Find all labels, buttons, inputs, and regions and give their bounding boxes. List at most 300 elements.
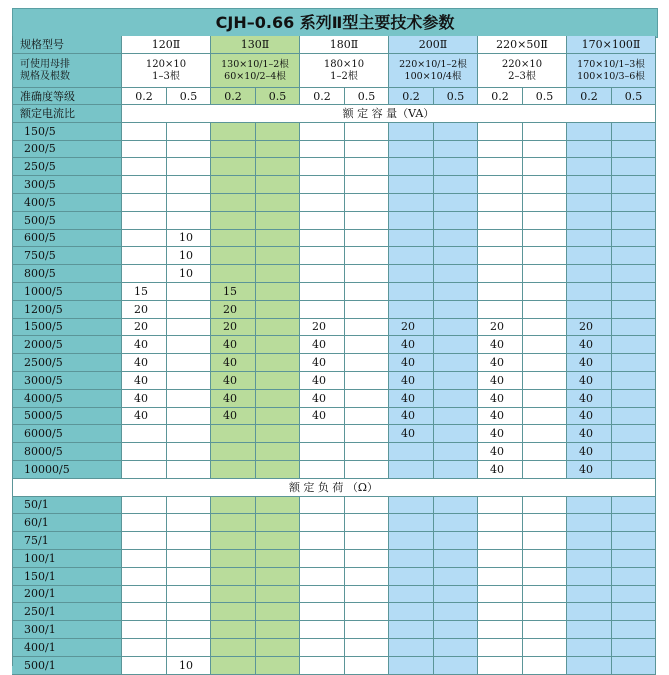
value-cell	[612, 354, 656, 372]
current-ratio: 800/5	[12, 265, 122, 283]
value-cell	[612, 212, 656, 230]
value-cell	[345, 568, 389, 586]
value-cell	[612, 372, 656, 390]
value-cell	[300, 123, 345, 141]
value-cell	[122, 550, 167, 568]
value-cell	[211, 265, 256, 283]
value-cell	[434, 141, 478, 159]
value-cell	[389, 532, 434, 550]
busbar-spec-line1: 120×10	[145, 58, 187, 70]
busbar-spec-line1: 170×10/1–3根	[577, 58, 645, 70]
value-cell	[567, 212, 612, 230]
value-cell: 10	[167, 230, 211, 248]
value-cell	[256, 283, 300, 301]
value-cell: 20	[300, 319, 345, 337]
value-cell	[523, 176, 567, 194]
value-cell	[167, 532, 211, 550]
value-cell: 40	[211, 408, 256, 426]
value-cell: 40	[211, 372, 256, 390]
value-cell	[523, 354, 567, 372]
value-cell	[256, 265, 300, 283]
value-cell	[345, 247, 389, 265]
value-cell	[211, 514, 256, 532]
value-cell	[478, 176, 523, 194]
value-cell	[478, 550, 523, 568]
value-cell	[523, 230, 567, 248]
current-ratio: 75/1	[12, 532, 122, 550]
value-cell	[122, 639, 167, 657]
busbar-spec-line1: 220×10/1–2根	[399, 58, 467, 70]
value-cell	[478, 497, 523, 515]
value-cell	[523, 194, 567, 212]
value-cell	[300, 603, 345, 621]
value-cell: 40	[389, 336, 434, 354]
value-cell	[167, 497, 211, 515]
value-cell	[300, 176, 345, 194]
value-cell	[434, 461, 478, 479]
current-ratio: 1200/5	[12, 301, 122, 319]
value-cell	[122, 230, 167, 248]
ratio-label: 额定电流比	[12, 105, 122, 123]
value-cell: 40	[478, 443, 523, 461]
value-cell	[612, 425, 656, 443]
value-cell	[434, 158, 478, 176]
value-cell	[567, 532, 612, 550]
current-ratio: 200/5	[12, 141, 122, 159]
value-cell	[167, 158, 211, 176]
rated-load-header: 额 定 负 荷 （Ω）	[12, 479, 656, 497]
value-cell	[612, 319, 656, 337]
value-cell	[256, 568, 300, 586]
value-cell	[300, 265, 345, 283]
value-cell	[434, 568, 478, 586]
value-cell	[300, 532, 345, 550]
value-cell	[345, 461, 389, 479]
current-ratio: 50/1	[12, 497, 122, 515]
busbar-spec	[211, 54, 300, 88]
value-cell	[434, 514, 478, 532]
value-cell	[523, 158, 567, 176]
value-cell: 20	[478, 319, 523, 337]
current-ratio: 3000/5	[12, 372, 122, 390]
value-cell: 40	[211, 390, 256, 408]
busbar-spec-line2: 2–3根	[508, 70, 536, 82]
value-cell	[523, 443, 567, 461]
value-cell	[300, 247, 345, 265]
value-cell	[567, 230, 612, 248]
value-cell	[389, 283, 434, 301]
value-cell	[389, 514, 434, 532]
value-cell	[167, 514, 211, 532]
value-cell: 40	[567, 372, 612, 390]
value-cell	[300, 443, 345, 461]
current-ratio: 250/5	[12, 158, 122, 176]
value-cell	[345, 514, 389, 532]
value-cell	[345, 390, 389, 408]
accuracy-class: 0.2	[478, 88, 523, 105]
value-cell	[567, 568, 612, 586]
value-cell	[523, 212, 567, 230]
value-cell	[167, 586, 211, 604]
value-cell	[122, 212, 167, 230]
value-cell	[300, 283, 345, 301]
value-cell	[167, 568, 211, 586]
value-cell: 40	[478, 336, 523, 354]
value-cell	[567, 247, 612, 265]
value-cell: 40	[567, 461, 612, 479]
value-cell	[434, 443, 478, 461]
value-cell	[345, 336, 389, 354]
accuracy-label: 准确度等级	[12, 88, 122, 105]
value-cell	[523, 372, 567, 390]
value-cell	[434, 230, 478, 248]
value-cell: 40	[567, 443, 612, 461]
busbar-spec	[389, 54, 478, 88]
value-cell	[389, 301, 434, 319]
value-cell	[478, 532, 523, 550]
value-cell	[478, 283, 523, 301]
value-cell	[300, 425, 345, 443]
value-cell	[612, 621, 656, 639]
value-cell	[523, 425, 567, 443]
value-cell	[478, 265, 523, 283]
value-cell	[389, 230, 434, 248]
accuracy-class: 0.2	[122, 88, 167, 105]
current-ratio: 500/1	[12, 657, 122, 675]
value-cell	[523, 408, 567, 426]
value-cell	[434, 603, 478, 621]
value-cell	[211, 212, 256, 230]
value-cell	[389, 586, 434, 604]
value-cell	[434, 212, 478, 230]
value-cell: 40	[567, 354, 612, 372]
value-cell: 40	[389, 425, 434, 443]
value-cell	[389, 443, 434, 461]
value-cell	[345, 372, 389, 390]
current-ratio: 150/1	[12, 568, 122, 586]
value-cell	[567, 550, 612, 568]
busbar-spec-line1: 130×10/1–2根	[221, 58, 289, 70]
value-cell	[523, 603, 567, 621]
accuracy-class: 0.5	[434, 88, 478, 105]
value-cell: 20	[567, 319, 612, 337]
rated-capacity-header: 额 定 容 量（VA）	[122, 105, 656, 123]
value-cell	[478, 621, 523, 639]
value-cell: 40	[122, 372, 167, 390]
value-cell	[211, 176, 256, 194]
value-cell: 15	[122, 283, 167, 301]
current-ratio: 10000/5	[12, 461, 122, 479]
value-cell	[434, 639, 478, 657]
value-cell	[256, 336, 300, 354]
value-cell	[122, 603, 167, 621]
value-cell	[300, 514, 345, 532]
value-cell: 10	[167, 265, 211, 283]
value-cell: 40	[389, 408, 434, 426]
value-cell	[389, 141, 434, 159]
value-cell	[345, 497, 389, 515]
value-cell: 40	[122, 408, 167, 426]
value-cell	[478, 301, 523, 319]
value-cell	[523, 283, 567, 301]
value-cell	[389, 123, 434, 141]
value-cell	[523, 390, 567, 408]
value-cell	[122, 123, 167, 141]
value-cell	[523, 461, 567, 479]
value-cell	[167, 283, 211, 301]
value-cell	[256, 408, 300, 426]
value-cell	[612, 461, 656, 479]
busbar-spec-line1: 180×10	[323, 58, 365, 70]
current-ratio: 500/5	[12, 212, 122, 230]
value-cell: 20	[122, 319, 167, 337]
busbar-label	[12, 54, 122, 88]
value-cell	[523, 514, 567, 532]
current-ratio: 750/5	[12, 247, 122, 265]
current-ratio: 300/5	[12, 176, 122, 194]
value-cell	[389, 621, 434, 639]
value-cell	[256, 639, 300, 657]
value-cell	[122, 265, 167, 283]
value-cell	[167, 603, 211, 621]
value-cell	[256, 354, 300, 372]
value-cell	[345, 158, 389, 176]
value-cell	[167, 621, 211, 639]
value-cell	[434, 176, 478, 194]
value-cell	[345, 141, 389, 159]
value-cell	[167, 372, 211, 390]
value-cell	[612, 390, 656, 408]
value-cell	[300, 230, 345, 248]
value-cell	[122, 532, 167, 550]
value-cell	[523, 319, 567, 337]
value-cell	[211, 603, 256, 621]
current-ratio: 400/1	[12, 639, 122, 657]
value-cell	[434, 497, 478, 515]
value-cell	[567, 586, 612, 604]
value-cell	[300, 497, 345, 515]
value-cell	[478, 141, 523, 159]
value-cell	[167, 390, 211, 408]
value-cell	[300, 212, 345, 230]
current-ratio: 2500/5	[12, 354, 122, 372]
value-cell	[612, 586, 656, 604]
busbar-spec-line2: 100×10/3–6根	[577, 70, 645, 82]
value-cell	[523, 532, 567, 550]
value-cell	[567, 141, 612, 159]
value-cell	[256, 532, 300, 550]
value-cell	[167, 176, 211, 194]
value-cell	[256, 230, 300, 248]
value-cell	[523, 123, 567, 141]
value-cell	[256, 194, 300, 212]
value-cell	[256, 550, 300, 568]
value-cell	[434, 123, 478, 141]
busbar-label-line1: 可使用母排	[20, 58, 70, 70]
value-cell	[256, 390, 300, 408]
value-cell	[211, 639, 256, 657]
value-cell	[612, 247, 656, 265]
value-cell	[345, 265, 389, 283]
value-cell	[567, 158, 612, 176]
busbar-spec-line2: 1–2根	[330, 70, 358, 82]
value-cell	[211, 443, 256, 461]
value-cell: 10	[167, 247, 211, 265]
model-header: 120Ⅱ	[122, 36, 211, 54]
value-cell	[300, 461, 345, 479]
value-cell	[612, 336, 656, 354]
value-cell	[523, 141, 567, 159]
value-cell	[211, 230, 256, 248]
value-cell	[523, 497, 567, 515]
value-cell	[300, 141, 345, 159]
value-cell	[389, 176, 434, 194]
value-cell	[434, 408, 478, 426]
value-cell	[478, 568, 523, 586]
value-cell: 40	[567, 425, 612, 443]
value-cell: 40	[478, 408, 523, 426]
value-cell	[256, 372, 300, 390]
busbar-spec	[300, 54, 389, 88]
current-ratio: 250/1	[12, 603, 122, 621]
value-cell	[434, 247, 478, 265]
model-header: 220×50Ⅱ	[478, 36, 567, 54]
value-cell	[612, 639, 656, 657]
value-cell	[345, 603, 389, 621]
value-cell: 40	[211, 354, 256, 372]
value-cell	[345, 283, 389, 301]
value-cell	[612, 141, 656, 159]
value-cell	[523, 586, 567, 604]
value-cell	[612, 123, 656, 141]
value-cell	[211, 247, 256, 265]
value-cell	[256, 514, 300, 532]
value-cell	[612, 194, 656, 212]
current-ratio: 60/1	[12, 514, 122, 532]
value-cell	[167, 461, 211, 479]
value-cell	[389, 568, 434, 586]
value-cell	[478, 194, 523, 212]
accuracy-class: 0.5	[167, 88, 211, 105]
value-cell	[389, 550, 434, 568]
value-cell	[256, 603, 300, 621]
busbar-spec-line2: 60×10/2–4根	[224, 70, 286, 82]
value-cell: 40	[122, 354, 167, 372]
value-cell	[478, 586, 523, 604]
accuracy-class: 0.2	[211, 88, 256, 105]
spec-model-label: 规格型号	[12, 36, 122, 54]
value-cell	[389, 247, 434, 265]
value-cell	[523, 265, 567, 283]
value-cell	[434, 425, 478, 443]
accuracy-class: 0.2	[389, 88, 434, 105]
value-cell	[478, 639, 523, 657]
value-cell	[434, 283, 478, 301]
current-ratio: 1000/5	[12, 283, 122, 301]
value-cell	[211, 621, 256, 639]
value-cell	[612, 265, 656, 283]
value-cell	[167, 194, 211, 212]
value-cell: 40	[478, 461, 523, 479]
value-cell: 40	[567, 390, 612, 408]
current-ratio: 1500/5	[12, 319, 122, 337]
value-cell	[300, 194, 345, 212]
value-cell	[122, 158, 167, 176]
value-cell	[612, 443, 656, 461]
value-cell	[567, 621, 612, 639]
value-cell	[612, 408, 656, 426]
value-cell	[389, 639, 434, 657]
current-ratio: 600/5	[12, 230, 122, 248]
value-cell	[567, 283, 612, 301]
value-cell	[567, 265, 612, 283]
value-cell	[256, 443, 300, 461]
value-cell	[478, 230, 523, 248]
model-header: 130Ⅱ	[211, 36, 300, 54]
value-cell	[300, 158, 345, 176]
accuracy-class: 0.2	[300, 88, 345, 105]
value-cell	[389, 603, 434, 621]
value-cell	[567, 514, 612, 532]
value-cell	[612, 550, 656, 568]
value-cell	[434, 265, 478, 283]
value-cell	[122, 497, 167, 515]
value-cell	[478, 158, 523, 176]
value-cell	[567, 497, 612, 515]
value-cell	[211, 550, 256, 568]
value-cell	[122, 586, 167, 604]
value-cell: 40	[300, 336, 345, 354]
value-cell	[211, 532, 256, 550]
value-cell	[211, 123, 256, 141]
busbar-spec-line2: 1–3根	[152, 70, 180, 82]
accuracy-class: 0.5	[256, 88, 300, 105]
value-cell	[256, 461, 300, 479]
current-ratio: 4000/5	[12, 390, 122, 408]
value-cell	[345, 532, 389, 550]
value-cell: 40	[300, 372, 345, 390]
current-ratio: 5000/5	[12, 408, 122, 426]
busbar-spec	[122, 54, 211, 88]
value-cell	[389, 158, 434, 176]
accuracy-class: 0.5	[345, 88, 389, 105]
value-cell: 20	[122, 301, 167, 319]
value-cell: 40	[300, 390, 345, 408]
value-cell: 40	[389, 372, 434, 390]
value-cell	[300, 639, 345, 657]
value-cell	[389, 461, 434, 479]
value-cell	[478, 514, 523, 532]
value-cell	[167, 354, 211, 372]
value-cell	[211, 586, 256, 604]
value-cell	[567, 123, 612, 141]
value-cell	[612, 514, 656, 532]
value-cell	[256, 319, 300, 337]
value-cell	[122, 425, 167, 443]
value-cell	[389, 497, 434, 515]
value-cell: 40	[389, 390, 434, 408]
value-cell	[434, 621, 478, 639]
value-cell	[211, 141, 256, 159]
value-cell	[434, 586, 478, 604]
value-cell	[478, 247, 523, 265]
value-cell	[389, 212, 434, 230]
current-ratio: 300/1	[12, 621, 122, 639]
value-cell	[211, 568, 256, 586]
value-cell	[434, 319, 478, 337]
value-cell	[256, 141, 300, 159]
value-cell	[211, 194, 256, 212]
